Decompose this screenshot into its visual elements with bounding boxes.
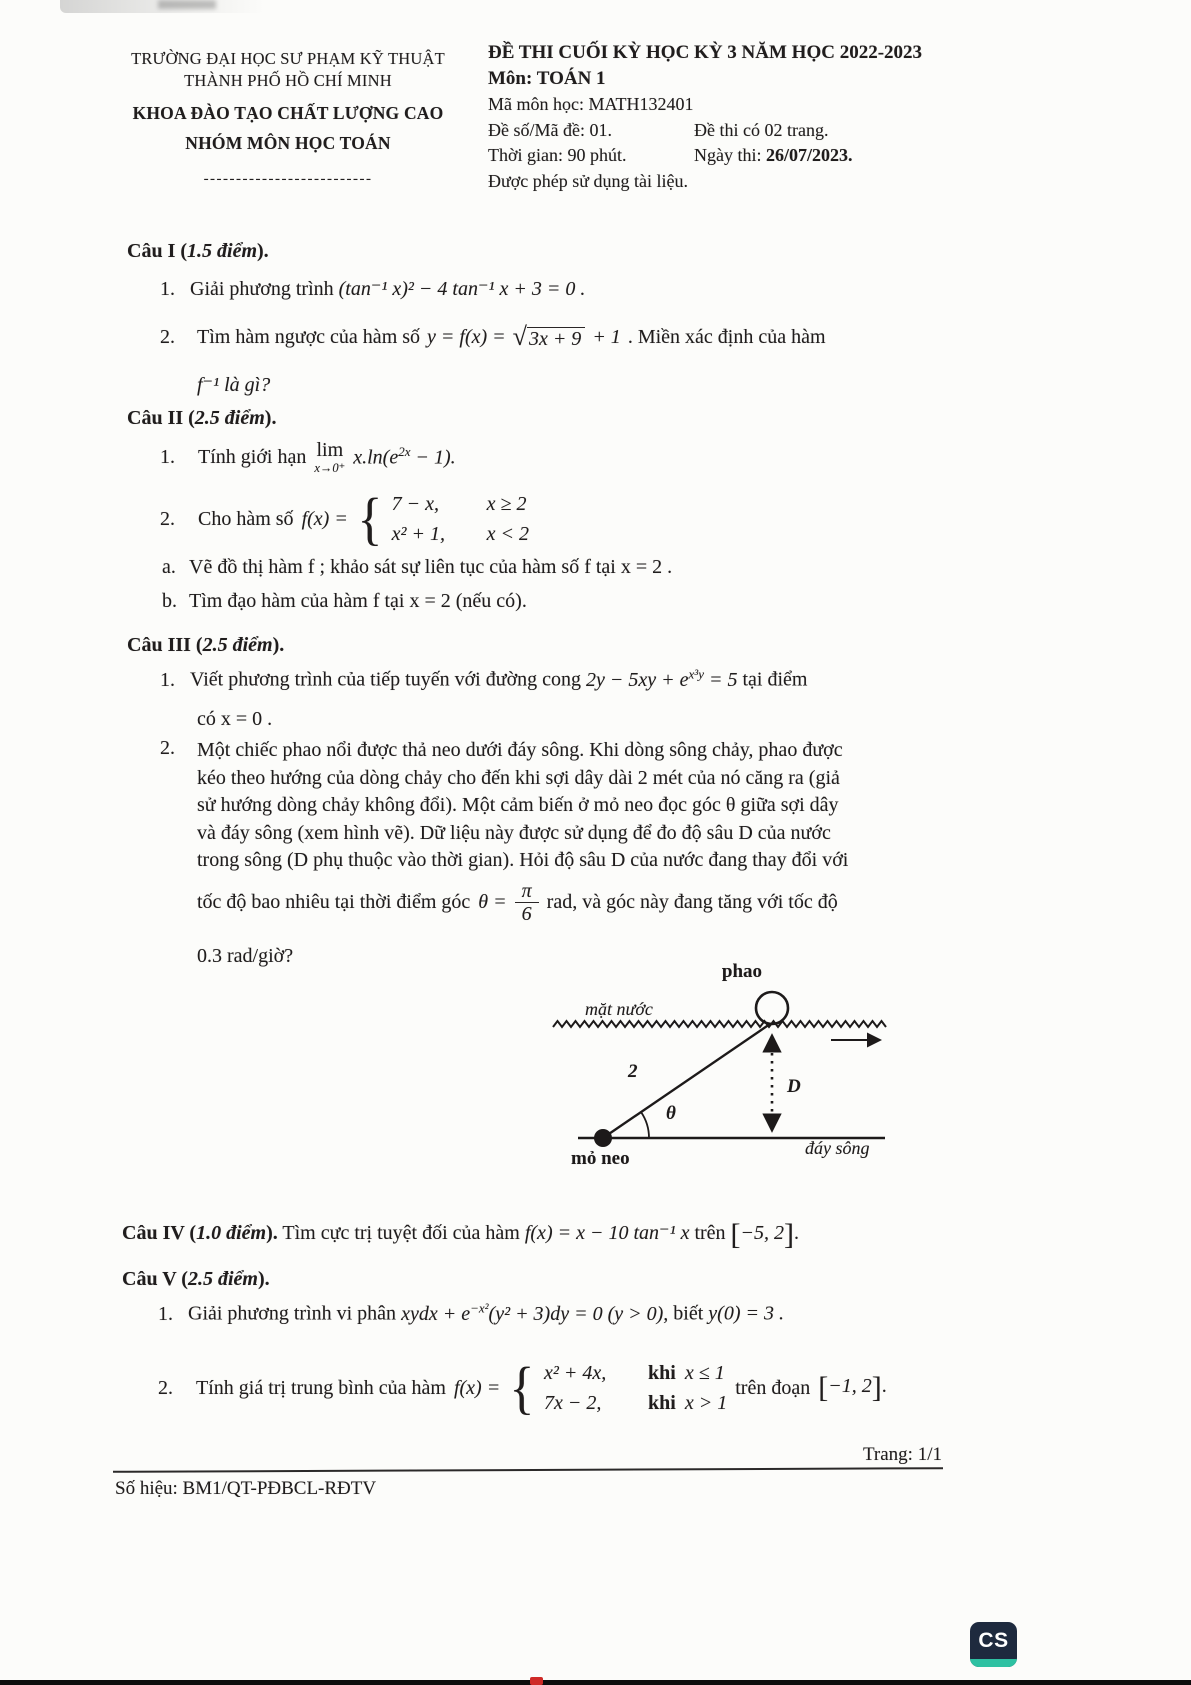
item-number: 1. <box>160 668 175 691</box>
curve-equation: $2y - 5xy + e^{x^3y} = 5$ <box>586 666 738 691</box>
item-number: 1. <box>160 445 175 468</box>
university-name-line2: THÀNH PHỐ HỒ CHÍ MINH <box>184 71 392 90</box>
exam-number-row <box>488 118 978 144</box>
fraction-pi-over-6: $\frac{\pi}{6}$ <box>515 880 539 925</box>
header-left <box>92 48 484 188</box>
question1-item2: 2. Tìm hàm ngược của hàm số y = f(x) = √ 3x + 9 + 1 . Miền xác định của hàm <box>160 322 826 351</box>
footer-divider-line <box>113 1467 943 1473</box>
scan-artifact-smudge-dark <box>158 0 216 9</box>
question5-item2: 2. Tính giá trị trung bình của hàm f(x) = { x² + 4x, khi x ≤ 1 7x − 2, khi x > 1 trên đoạn [−1, 2]. <box>158 1355 887 1421</box>
function-formula: f(x) = x − 10 tan⁻¹ x <box>524 1222 690 1244</box>
figure-drawing <box>533 945 913 1185</box>
question2-item2: 2. Cho hàm số f(x) = { 7 − x, x ≥ 2 x² + 1, x < 2 <box>160 486 530 552</box>
document-number: Số hiệu: BM1/QT-PĐBCL-RĐTV <box>115 1478 377 1499</box>
equation: (tan⁻¹ x)² − 4 tan⁻¹ x + 3 = 0 . <box>338 278 586 300</box>
question2-subitem-a: a. Vẽ đồ thị hàm f ; khảo sát sự liên tục của hàm số f tại x = 2 . <box>162 556 673 578</box>
exam-date: 26/07/2023. <box>766 145 853 165</box>
angle-arc <box>641 1112 649 1138</box>
materials-allowed: Được phép sử dụng tài liệu. <box>488 170 688 191</box>
camscanner-badge-accent <box>970 1659 1017 1667</box>
differential-equation: xydx + $e^{-x^2}(y^2 + 3)dy = 0$ (y > 0), <box>401 1300 669 1325</box>
question3-heading: Câu III (2.5 điểm). <box>127 634 285 656</box>
item-number: 1. <box>160 278 175 300</box>
rope-length-label: 2 <box>628 1061 638 1082</box>
faculty-name: KHOA ĐÀO TẠO CHẤT LƯỢNG CAO <box>132 103 444 123</box>
scan-bottom-edge <box>0 1680 1191 1685</box>
piecewise-function: x² + 4x, khi x ≤ 1 7x − 2, khi x > 1 <box>544 1361 728 1414</box>
radical-expression: √ 3x + 9 <box>513 322 586 352</box>
question2-subitem-b: b. Tìm đạo hàm của hàm f tại x = 2 (nếu có). <box>162 590 527 612</box>
exam-duration: Thời gian: 90 phút. <box>488 145 627 165</box>
exam-title: ĐỀ THI CUỐI KỲ HỌC KỲ 3 NĂM HỌC 2022-2023 <box>488 42 923 63</box>
question3-rate-line: tốc độ bao nhiêu tại thời điểm góc θ = $\frac{\pi}{6}$ rad, và góc này đang tăng với tốc độ <box>197 879 838 925</box>
university-name-line1: TRƯỜNG ĐẠI HỌC SƯ PHẠM KỸ THUẬT <box>131 49 445 68</box>
limit-operator: lim x→0⁺ <box>314 438 346 475</box>
department-name: NHÓM MÔN HỌC TOÁN <box>185 133 391 153</box>
exam-pages: Đề thi có 02 trang. <box>694 119 829 140</box>
water-surface-line <box>553 1021 886 1027</box>
item-number: 2. <box>160 507 175 530</box>
question2-item1: 1. Tính giới hạn lim x→0⁺ $x.\ln(e^{2x} - 1)$. <box>160 438 456 475</box>
exam-subject: Môn: TOÁN 1 <box>488 68 606 89</box>
piecewise-brace: { <box>357 486 383 552</box>
water-surface-label: mặt nước <box>585 999 653 1019</box>
exam-time-row <box>488 143 978 169</box>
question3-item1-line2: có x = 0 . <box>197 708 273 730</box>
camscanner-badge <box>970 1622 1017 1667</box>
limit-expression: $x.\ln(e^{2x} - 1)$. <box>353 444 456 469</box>
course-code: Mã môn học: MATH132401 <box>488 94 694 114</box>
item-number: 2. <box>160 737 175 759</box>
item-number: 2. <box>160 325 175 348</box>
problem-paragraph: Một chiếc phao nổi được thả neo dưới đáy sông. Khi dòng sông chảy, phao được kéo theo hướng của dòng chảy cho đến khi sợi dây dài 2 mét của nó căng ra (giả sử hướng dòng chảy không đổi). Một cảm biến ở mỏ neo đọc góc θ giữa sợi dây và đáy sông (xem hình vẽ). Dữ liệu này được sử dụng để đo độ sâu D của nước trong sông (D phụ thuộc vào thời gian). Hỏi độ sâu D của nước đang thay đổi với <box>197 739 849 871</box>
river-bed-label: đáy sông <box>805 1138 870 1158</box>
buoy-circle <box>756 992 788 1024</box>
scan-red-mark <box>530 1677 543 1685</box>
question5-heading: Câu V (2.5 điểm). <box>122 1268 270 1290</box>
exam-number: Đề số/Mã đề: 01. <box>488 119 612 140</box>
item-number: 1. <box>158 1302 173 1325</box>
piecewise-brace: { <box>509 1355 535 1421</box>
anchor-label: mỏ neo <box>571 1148 630 1169</box>
question2-heading: Câu II (2.5 điểm). <box>127 407 277 429</box>
question3-item1: 1. Viết phương trình của tiếp tuyến với đường cong $2y - 5xy + e^{x^3y} = 5$ tại điểm <box>160 666 808 691</box>
header-right <box>488 40 978 194</box>
anchor-dot <box>594 1129 612 1147</box>
buoy-label: phao <box>721 961 763 982</box>
exam-date-label: Ngày thi: <box>694 145 762 165</box>
question3-item2 <box>160 737 848 875</box>
buoy-anchor-figure <box>533 945 913 1185</box>
question1-item2-line2: f⁻¹ là gì? <box>197 374 271 396</box>
question4-heading: Câu IV (1.0 điểm). <box>122 1222 278 1244</box>
header-divider-dashes: -------------------------- <box>203 171 373 187</box>
question1-item1: 1. Giải phương trình (tan⁻¹ x)² − 4 tan⁻¹ x + 3 = 0 . <box>160 278 586 300</box>
question1-heading: Câu I (1.5 điểm). <box>127 240 269 262</box>
page-number: Trang: 1/1 <box>862 1444 942 1465</box>
piecewise-function: 7 − x, x ≥ 2 x² + 1, x < 2 <box>391 492 530 545</box>
depth-label: D <box>787 1076 801 1097</box>
item-letter: a. <box>162 556 176 578</box>
question4-line: Câu IV (1.0 điểm). Tìm cực trị tuyệt đối của hàm f(x) = x − 10 tan⁻¹ x trên [−5, 2]. <box>122 1218 800 1251</box>
camscanner-badge-text: CS <box>978 1629 1009 1652</box>
item-letter: b. <box>162 590 177 612</box>
question5-item1: 1. Giải phương trình vi phân xydx + $e^{-x^2}(y^2 + 3)dy = 0$ (y > 0), biết y(0) = 3 . <box>158 1300 784 1325</box>
item-number: 2. <box>158 1376 173 1399</box>
interval: [−1, 2]. <box>818 1371 887 1404</box>
question3-rate-value: 0.3 rad/giờ? <box>197 945 294 967</box>
angle-label: θ <box>666 1103 676 1124</box>
